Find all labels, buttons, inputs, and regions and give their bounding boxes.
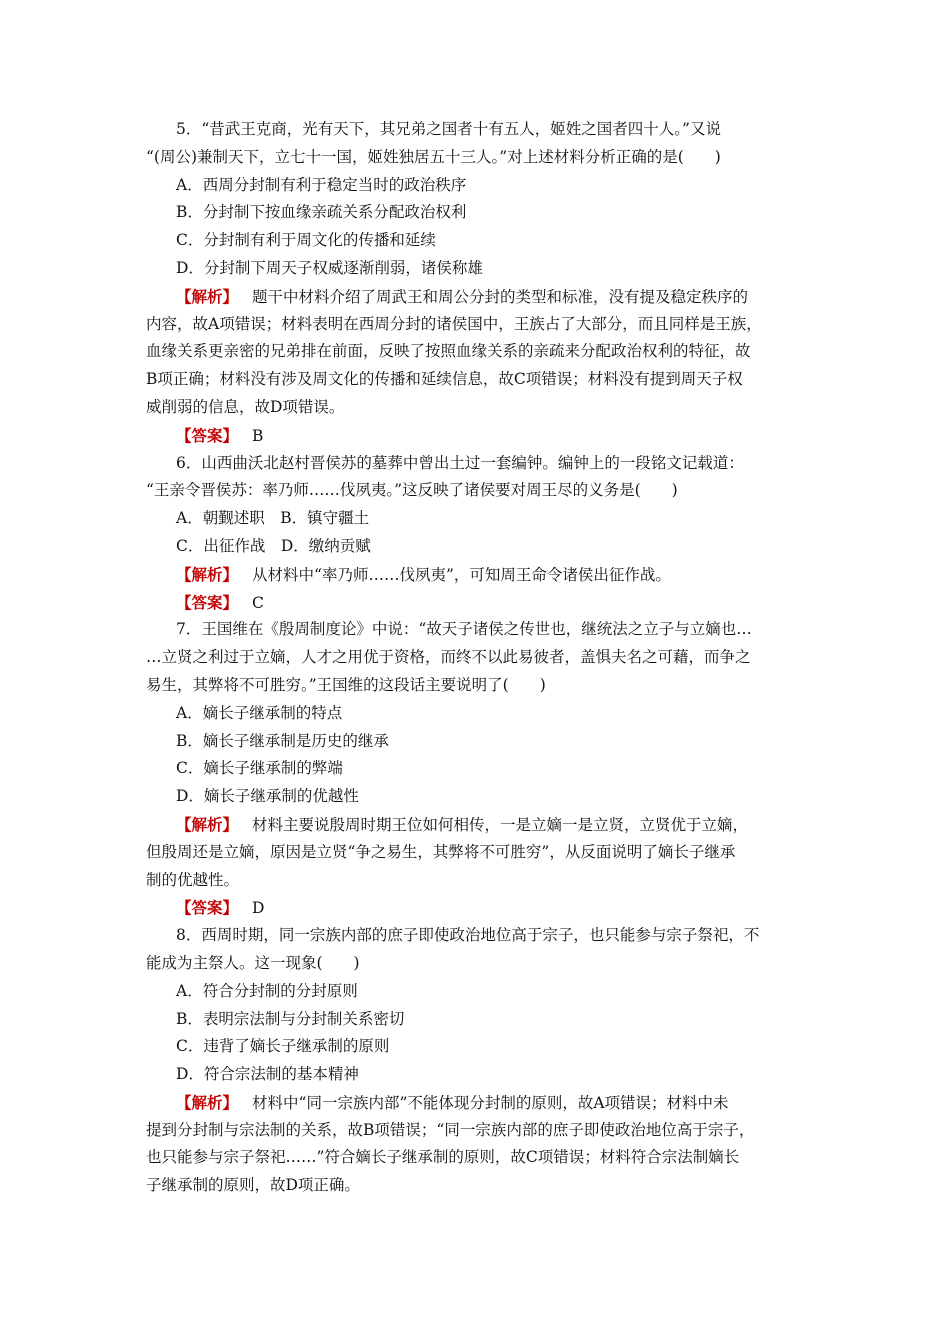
analysis-tag: 【解析】 <box>176 564 239 584</box>
question-stem-line: 5．“昔武王克商，光有天下，其兄弟之国者十有五人，姬姓之国者四十人。”又说 <box>176 120 721 138</box>
option-line: C．分封制有利于周文化的传播和延续 <box>176 231 436 250</box>
option-line: C．出征作战 D．缴纳贡赋 <box>176 536 371 555</box>
question-stem-line: 6．山西曲沃北赵村晋侯苏的墓葬中曾出土过一套编钟。编钟上的一段铭文记载道： <box>176 453 744 472</box>
answer-value: B <box>252 426 264 445</box>
answer-line <box>146 589 806 617</box>
question-stem-line: 能成为主祭人。这一现象( ) <box>146 953 360 972</box>
answer-tag: 【答案】 <box>176 898 239 918</box>
question-stem-line: 8．西周时期，同一宗族内部的庶子即使政治地位高于宗子，也只能参与宗子祭祀，不 <box>176 926 760 945</box>
analysis-line: 制的优越性。 <box>146 870 240 889</box>
analysis-line: 内容，故A项错误；材料表明在西周分封的诸侯国中，王族占了大部分，而且同样是王族， <box>146 314 762 333</box>
option-line: C．嫡长子继承制的弊端 <box>176 759 343 778</box>
answer-value: C <box>252 593 264 612</box>
analysis-tag: 【解析】 <box>176 286 239 306</box>
analysis-line: 威削弱的信息，故D项错误。 <box>146 397 345 416</box>
analysis-tag: 【解析】 <box>176 1092 239 1112</box>
analysis-tag: 【解析】 <box>176 814 239 834</box>
option-line: A．嫡长子继承制的特点 <box>176 703 343 722</box>
option-line: A．朝觐述职 B．镇守疆土 <box>176 509 370 528</box>
analysis-line <box>146 1089 806 1117</box>
question-block <box>146 922 806 1200</box>
option-line: A．西周分封制有利于稳定当时的政治秩序 <box>176 175 467 194</box>
question-stem-line: 7．王国维在《殷周制度论》中说：“故天子诸侯之传世也，继统法之立子与立嫡也… <box>176 620 752 639</box>
question-stem-line: “(周公)兼制天下，立七十一国，姬姓独居五十三人。”对上述材料分析正确的是( ) <box>146 147 721 166</box>
answer-tag: 【答案】 <box>176 425 239 445</box>
question-block <box>146 616 806 922</box>
analysis-line <box>146 283 806 311</box>
question-stem-line: “王亲令晋侯苏：率乃师……伐夙夷。”这反映了诸侯要对周王尽的义务是( ) <box>146 481 678 500</box>
analysis-text: 材料主要说殷周时期王位如何相传，一是立嫡一是立贤，立贤优于立嫡， <box>252 815 749 834</box>
answer-line <box>146 422 806 450</box>
option-line: C．违背了嫡长子继承制的原则 <box>176 1037 390 1056</box>
option-line: A．符合分封制的分封原则 <box>176 981 358 1000</box>
question-block <box>146 116 806 450</box>
analysis-line: 但殷周还是立嫡，原因是立贤“争之易生，其弊将不可胜穷”，从反面说明了嫡长子继承 <box>146 842 736 861</box>
document-page <box>146 116 806 1200</box>
answer-tag: 【答案】 <box>176 592 239 612</box>
answer-value: D <box>252 899 265 918</box>
analysis-text: 材料中“同一宗族内部”不能体现分封制的原则，故A项错误；材料中未 <box>252 1093 729 1112</box>
analysis-line: 血缘关系更亲密的兄弟排在前面，反映了按照血缘关系的亲疏来分配政治权利的特征，故 <box>146 342 751 361</box>
analysis-line: B项正确；材料没有涉及周文化的传播和延续信息，故C项错误；材料没有提到周天子权 <box>146 370 743 389</box>
answer-line <box>146 894 806 922</box>
question-block <box>146 450 806 617</box>
question-stem-line: …立贤之利过于立嫡，人才之用优于资格，而终不以此易彼者，盖惧夫名之可藉，而争之 <box>146 648 751 667</box>
analysis-line: 提到分封制与宗法制的关系，故B项错误；“同一宗族内部的庶子即使政治地位高于宗子， <box>146 1120 755 1139</box>
analysis-line: 也只能参与宗子祭祀……”符合嫡长子继承制的原则，故C项错误；材料符合宗法制嫡长 <box>146 1148 740 1167</box>
question-stem-line: 易生，其弊将不可胜穷。”王国维的这段话主要说明了( ) <box>146 675 546 694</box>
option-line: D．分封制下周天子权威逐渐削弱，诸侯称雄 <box>176 258 483 277</box>
option-line: D．符合宗法制的基本精神 <box>176 1065 359 1084</box>
option-line: B．嫡长子继承制是历史的继承 <box>176 731 389 750</box>
analysis-text: 从材料中“率乃师……伐夙夷”，可知周王命令诸侯出征作战。 <box>252 565 671 584</box>
option-line: B．表明宗法制与分封制关系密切 <box>176 1009 405 1028</box>
analysis-text: 题干中材料介绍了周武王和周公分封的类型和标准，没有提及稳定秩序的 <box>252 287 749 306</box>
analysis-line <box>146 561 806 589</box>
analysis-line: 子继承制的原则，故D项正确。 <box>146 1176 360 1195</box>
analysis-line <box>146 811 806 839</box>
option-line: D．嫡长子继承制的优越性 <box>176 787 359 806</box>
option-line: B．分封制下按血缘亲疏关系分配政治权利 <box>176 203 467 222</box>
